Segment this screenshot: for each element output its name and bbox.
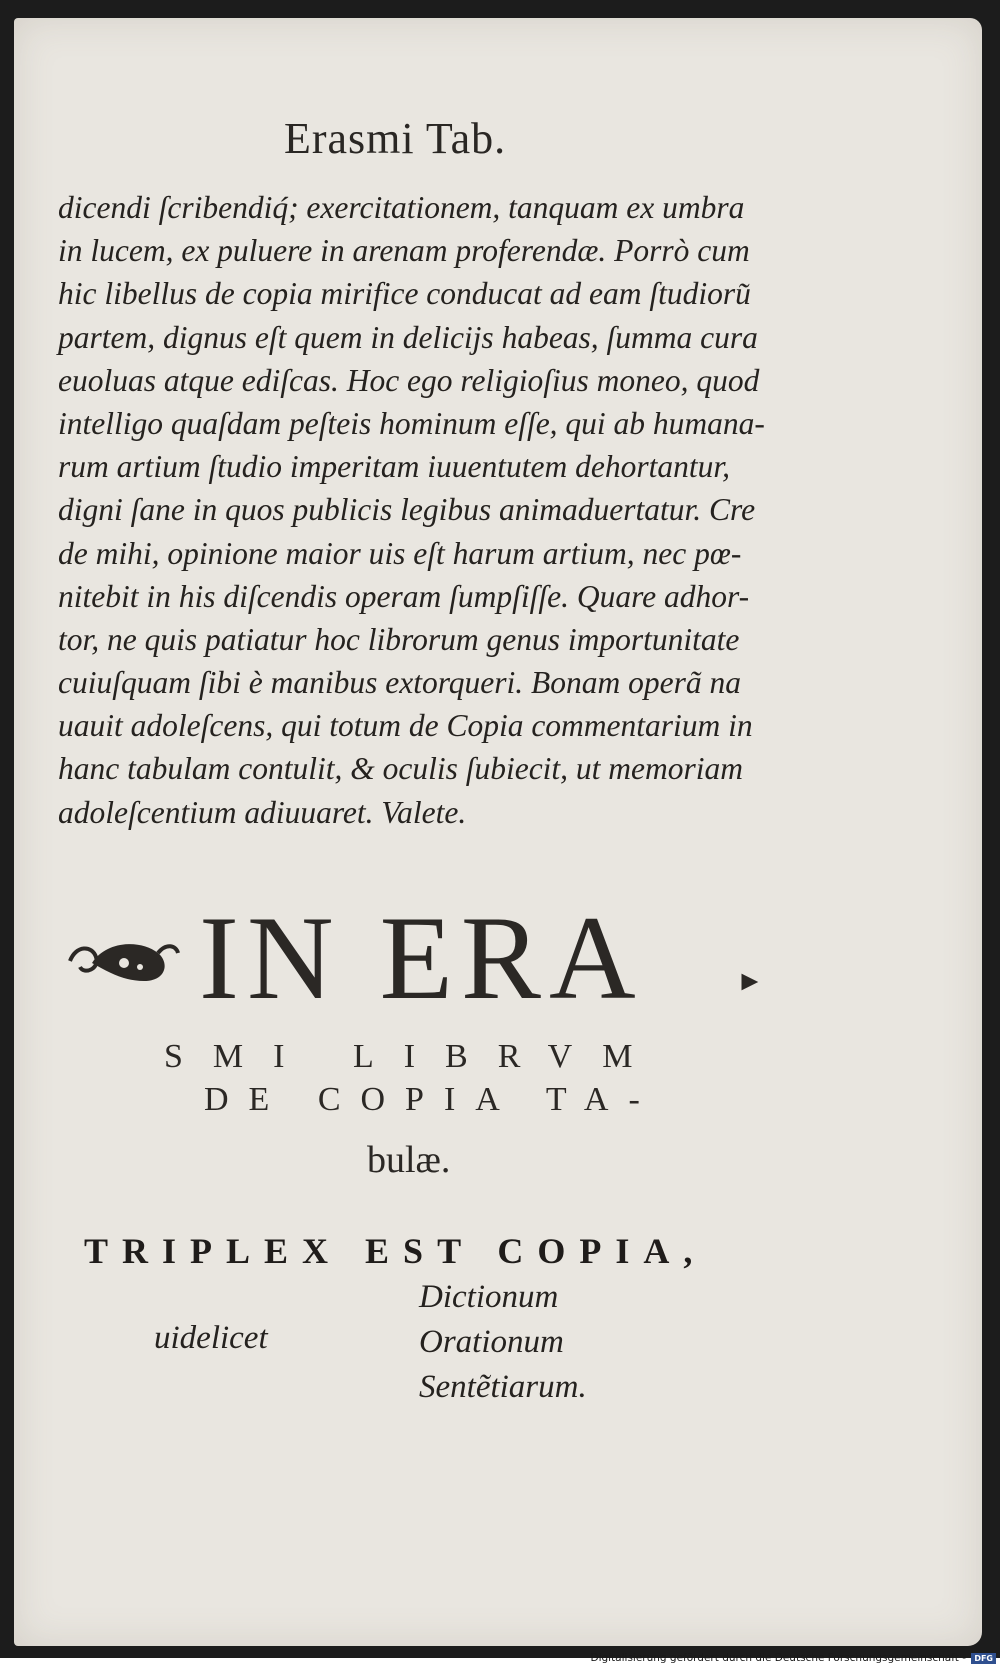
text-line: cuiuſquam ſibi è manibus extorqueri. Bonam operã na [58,665,742,701]
text-line: tor, ne quis patiatur hoc librorum genus importunitate [58,621,740,657]
book-page [14,18,982,1646]
fleuron-ornament-icon [62,923,182,993]
text-line: digni ſane in quos publicis legibus animaduertatur. Cre [58,492,756,528]
triplex-heading: TRIPLEX EST COPIA, [84,1231,707,1271]
title-line-2: SMI LIBRVM [164,1038,663,1075]
text-line: uauit adoleſcens, qui totum de Copia commentarium in [58,708,753,744]
dfg-logo: DFG [971,1653,996,1664]
title-line-3: DE COPIA TA- [204,1081,660,1118]
copia-types-list [419,1275,587,1410]
list-item: Orationum [419,1324,564,1360]
title-line-4: bulæ. [367,1139,451,1181]
digitization-credit: Digitalisierung gefördert durch die Deutsche Forschungsgemeinschaft - [590,1652,966,1664]
text-line: in lucem, ex puluere in arenam proferendæ. Porrò cum [58,233,750,269]
title-large: IN ERA [199,891,644,1024]
videlicet-label: uidelicet [154,1320,268,1356]
text-line: intelligo quaſdam peſteis hominum eſſe, qui ab humana- [58,405,765,441]
text-line: de mihi, opinione maior uis eſt harum artium, nec pœ- [58,535,742,571]
text-line: hanc tabulam contulit, & oculis ſubiecit, ut memoriam [58,751,744,787]
text-line: hic libellus de copia mirifice conducat ad eam ſtudioru͂ [58,276,751,312]
running-head: Erasmi Tab. [284,114,507,163]
body-paragraph [58,186,798,834]
list-item: Dictionum [419,1279,559,1315]
text-line: partem, dignus eſt quem in delicijs habeas, ſumma cura [58,319,758,355]
text-line: nitebit in his diſcendis operam ſumpſiſſe. Quare adhor- [58,578,750,614]
text-line: rum artium ſtudio imperitam iuuentutem dehortantur, [58,449,730,485]
pointer-arrow-icon: ► [736,966,764,997]
text-line: dicendi ſcribendiq́; exercitationem, tanquam ex umbra [58,190,745,225]
text-line: euoluas atque ediſcas. Hoc ego religioſius moneo, quod [58,362,760,398]
text-line: adoleſcentium adiuuaret. Valete. [58,794,467,830]
list-item: Sentẽtiarum. [419,1369,587,1405]
